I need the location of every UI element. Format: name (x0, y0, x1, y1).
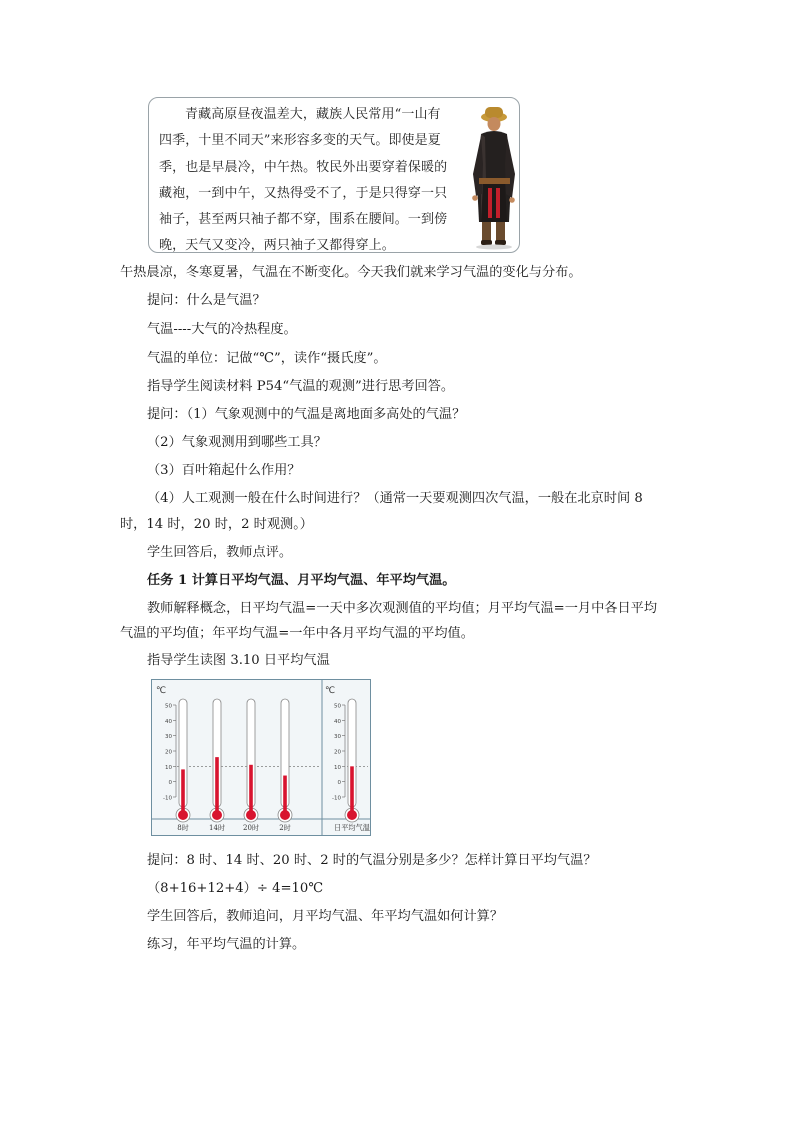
y-tick-label: 20 (334, 749, 341, 756)
follow-up-question: 学生回答后，教师追问，月平均气温、年平均气温如何计算？ (147, 909, 504, 924)
question-4-line2: 时，14 时，20 时，2 时观测。） (120, 517, 313, 532)
question-calculate-average: 提问：8 时、14 时、20 时、2 时的气温分别是多少？怎样计算日平均气温？ (147, 853, 597, 868)
y-tick-label: 40 (334, 718, 341, 725)
y-tick-label: -10 (332, 795, 341, 802)
task-1-heading: 任务 1 计算日平均气温、月平均气温、年平均气温。 (147, 573, 456, 588)
x-category-label: 日平均气温 (334, 823, 370, 832)
y-tick-label: -10 (163, 795, 172, 802)
y-tick-label: 50 (165, 703, 172, 710)
teacher-comment: 学生回答后，教师点评。 (147, 545, 293, 560)
x-category-label: 14时 (209, 824, 225, 832)
exercise: 练习，年平均气温的计算。 (147, 937, 306, 952)
mercury-bulb (347, 810, 357, 820)
x-category-label: 20时 (243, 824, 259, 832)
y-tick-label: 0 (337, 780, 341, 787)
y-tick-label: 0 (168, 780, 172, 787)
figure-instruction: 指导学生读图 3.10 日平均气温 (147, 653, 330, 668)
y-tick-label: 10 (334, 764, 341, 771)
question-2: （2）气象观测用到哪些工具？ (147, 435, 327, 450)
definition-temperature: 气温----大气的冷热程度。 (147, 322, 297, 337)
x-category-label: 8时 (177, 824, 189, 832)
story-line: 晚，天气又变冷，两只袖子又都得穿上。 (159, 238, 395, 254)
mercury-column (283, 776, 287, 811)
story-box (148, 97, 520, 253)
tibetan-herder-illustration (467, 104, 519, 250)
concept-explanation-line2: 气温的平均值；年平均气温=一年中各月平均气温的平均值。 (120, 626, 474, 641)
y-tick-label: 20 (165, 749, 172, 756)
mercury-column (215, 757, 219, 811)
story-line: 袖子，甚至两只袖子都不穿，围系在腰间。一到傍 (159, 212, 448, 228)
question-4-line1: （4）人工观测一般在什么时间进行？（通常一天要观测四次气温，一般在北京时间 8 (147, 491, 643, 506)
paragraph-intro: 午热晨凉，冬寒夏暑，气温在不断变化。今天我们就来学习气温的变化与分布。 (120, 265, 582, 280)
calculation-formula: （8+16+12+4）÷ 4=10℃ (147, 881, 324, 896)
unit-label: ℃ (325, 686, 336, 696)
y-tick-label: 30 (334, 734, 341, 741)
story-line: 四季，十里不同天”来形容多变的天气。即使是夏 (159, 133, 441, 149)
unit-label: ℃ (156, 686, 167, 696)
temperature-unit: 气温的单位：记做“℃”，读作“摄氏度”。 (147, 351, 387, 366)
mercury-bulb (246, 810, 256, 820)
question-3: （3）百叶箱起什么作用？ (147, 463, 301, 478)
story-line: 季，也是早晨冷，中午热。牧民外出要穿着保暖的 (159, 159, 448, 175)
concept-explanation-line1: 教师解释概念，日平均气温=一天中多次观测值的平均值；月平均气温=一月中各日平均 (147, 601, 658, 616)
y-tick-label: 40 (165, 718, 172, 725)
story-line: 藏袍，一到中午，又热得受不了，于是只得穿一只 (159, 185, 448, 201)
y-tick-label: 30 (165, 734, 172, 741)
reading-instruction: 指导学生阅读材料 P54“气温的观测”进行思考回答。 (147, 379, 455, 394)
daily-average-temperature-chart (151, 679, 371, 836)
story-line: 青藏高原昼夜温差大，藏族人民常用“一山有 (185, 107, 441, 122)
mercury-bulb (178, 810, 188, 820)
mercury-column (249, 765, 253, 811)
y-tick-label: 10 (165, 764, 172, 771)
mercury-bulb (212, 810, 222, 820)
mercury-column (181, 769, 185, 811)
story-text (159, 102, 477, 260)
mercury-bulb (280, 810, 290, 820)
question-what-is-temperature: 提问：什么是气温？ (147, 293, 266, 308)
x-category-label: 2时 (279, 824, 291, 832)
y-tick-label: 50 (334, 703, 341, 710)
mercury-column (350, 766, 354, 811)
question-1: 提问：（1）气象观测中的气温是离地面多高处的气温？ (147, 407, 466, 422)
